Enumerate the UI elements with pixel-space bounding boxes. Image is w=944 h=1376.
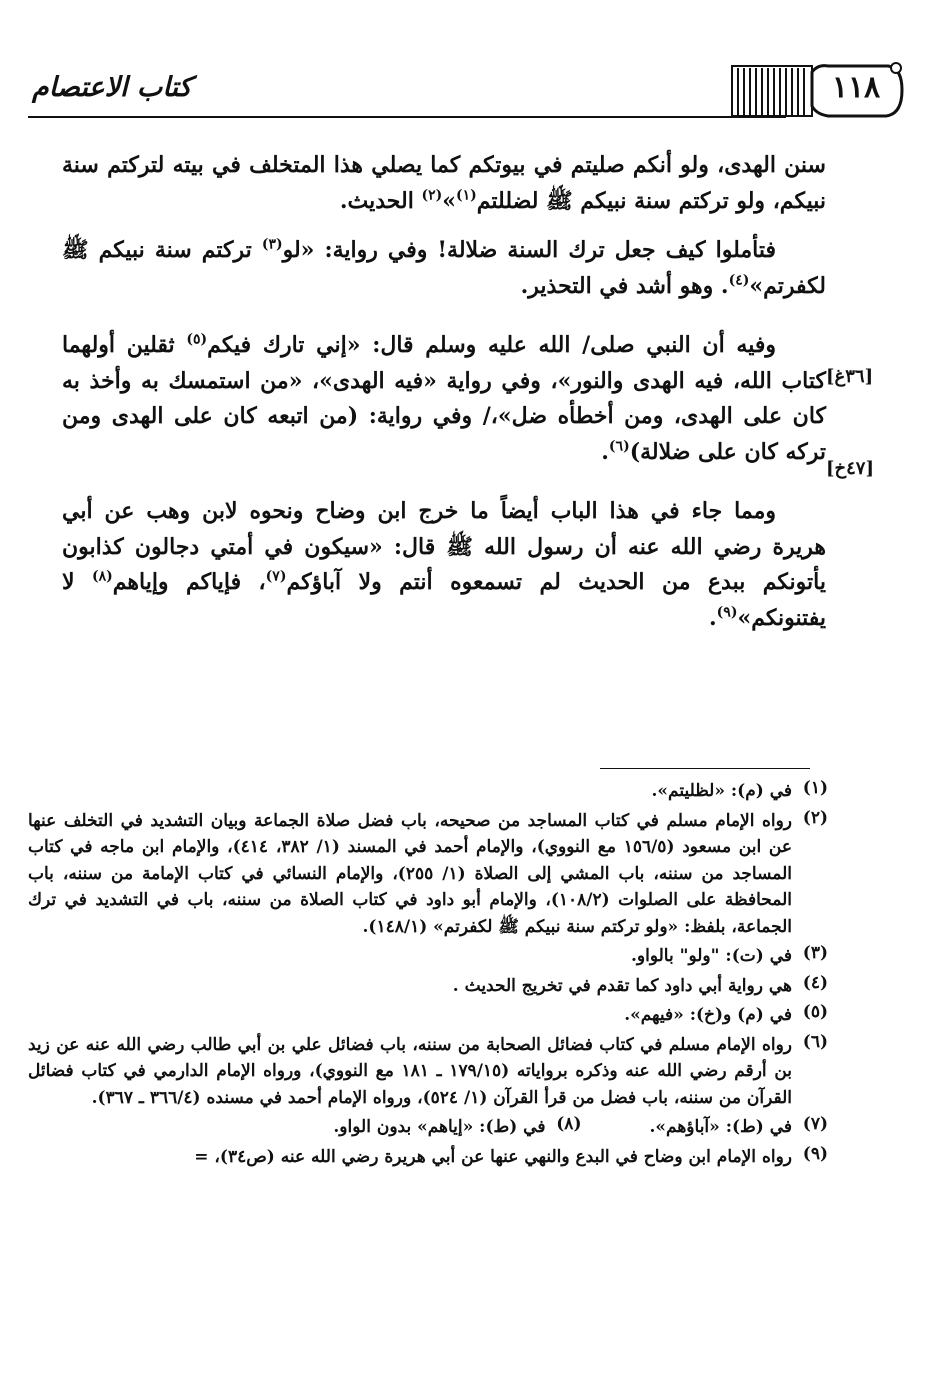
footnote-number: (١) bbox=[802, 778, 828, 798]
footnote-text: في (ت): "ولو" بالواو. bbox=[630, 946, 792, 966]
footnote-number: (٧) bbox=[802, 1114, 828, 1134]
footnote-item bbox=[333, 1114, 582, 1141]
footnote-text: هي رواية أبي داود كما تقدم في تخريج الحديث . bbox=[452, 975, 792, 996]
footnote-item bbox=[28, 808, 826, 941]
paragraph-2: فتأملوا كيف جعل ترك السنة ضلالة! وفي رواية: «لو$^{(٣)}$ تركتم سنة نبيكم ﷺ لكفرتم»$^{(٤)}$. وهو أشد في التحذير. bbox=[62, 236, 826, 299]
footnote-number: (٢) bbox=[802, 807, 828, 828]
footnote-item bbox=[28, 778, 826, 805]
footnotes bbox=[28, 778, 826, 1173]
footnote-text: في (م): «لظليتم». bbox=[651, 781, 792, 801]
footnote-number: (٥) bbox=[802, 1002, 828, 1022]
footnote-ref-5[interactable]: (٥) bbox=[186, 331, 208, 348]
main-text bbox=[62, 148, 826, 636]
footnote-text: في (م) و(خ): «فيهم». bbox=[624, 1005, 792, 1025]
footnote-number: (٤) bbox=[802, 972, 828, 993]
footnote-item bbox=[28, 1032, 826, 1112]
footnote-item bbox=[28, 1002, 826, 1029]
footnote-ref-8[interactable]: (٨) bbox=[91, 568, 113, 585]
footnote-text: رواه الإمام مسلم في كتاب فضائل الصحابة من سننه، باب فضائل علي بن أبي طالب رضي الله عنه عن زيد بن أرقم رضي الله عنه وذكره برواياته (١٧٩/١٥ ـ ١٨١ مع النووي)، ورواه الإمام الدارمي في كتاب فضائل القرآن من سننه، باب فضل من قرأ القرآن (١/ ٥٢٤)، ورواه الإمام أحمد في مسنده (٣٦٦/٤ ـ ٣٦٧). bbox=[28, 1034, 792, 1108]
footnote-item bbox=[28, 1144, 826, 1171]
footnote-ref-9[interactable]: (٩) bbox=[716, 604, 738, 621]
paragraph-4: ومما جاء في هذا الباب أيضاً ما خرج ابن وضاح ونحوه لابن وهب عن أبي هريرة رضي الله عنه أن رسول الله ﷺ قال: «سيكون في أمتي دجالون كذابون يأتونكم ببدع من الحديث لم تسمعوه أنتم ولا آباؤكم$^{(٧)}$، فإياكم وإياهم$^{(٨)}$ لا يفتنونكم»$^{(٩)}$. bbox=[62, 498, 826, 631]
footnote-item bbox=[28, 973, 826, 1000]
footnote-text: في (ط): «آباؤهم». bbox=[649, 1117, 792, 1137]
footnote-number: (٨) bbox=[556, 1114, 582, 1134]
page-header bbox=[28, 60, 906, 120]
footnote-text: رواه الإمام ابن وضاح في البدع والنهي عنها عن أبي هريرة رضي الله عنه (ص٣٤)، = bbox=[194, 1146, 792, 1167]
footnote-item bbox=[649, 1114, 826, 1141]
book-title: كتاب الاعتصام bbox=[32, 72, 192, 103]
footnote-text: في (ط): «إياهم» بدون الواو. bbox=[333, 1117, 546, 1137]
footnote-text: رواه الإمام مسلم في كتاب المساجد من صحيحه، باب فضل صلاة الجماعة وبيان التشديد في التخلف عنها عن ابن مسعود (١٥٦/٥ مع النووي)، والإمام أحمد في المسند (١/ ٣٨٢، ٤١٤)، والإمام ابن ماجه في كتاب المساجد من سننه، باب المشي إلى الصلاة (١/ ٢٥٥)، والإمام النسائي في كتاب الإمامة من سننه، باب المحافظة على الصلوات (١٠٨/٢)، والإمام أبو داود في كتاب الصلاة من سننه، باب في التشديد في ترك الجماعة، بلفظ: «ولو تركتم سنة نبيكم ﷺ لكفرتم» (١٤٨/١). bbox=[28, 810, 792, 937]
footnote-number: (٣) bbox=[802, 943, 828, 963]
footnote-ref-3[interactable]: (٣) bbox=[261, 236, 283, 253]
footnote-separator bbox=[600, 768, 810, 769]
footnote-number: (٦) bbox=[802, 1031, 828, 1052]
paragraph-1: سنن الهدى، ولو أنكم صليتم في بيوتكم كما يصلي هذا المتخلف في بيته لتركتم سنة نبيكم، ولو تركتم سنة نبيكم ﷺ لضللتم$^{(١)}$»$^{(٢)}$ الحديث. bbox=[62, 152, 826, 214]
margin-note-1: [٣٦غ] bbox=[826, 366, 874, 387]
footnote-ref-7[interactable]: (٧) bbox=[265, 568, 287, 585]
footnote-ref-2[interactable]: (٢) bbox=[421, 187, 443, 204]
margin-note-2: [٤٧خ] bbox=[826, 458, 875, 479]
header-rule bbox=[28, 116, 786, 118]
footnote-item bbox=[28, 943, 826, 970]
footnote-row bbox=[28, 1114, 826, 1144]
page-number-badge bbox=[728, 60, 906, 118]
footnote-ref-1[interactable]: (١) bbox=[456, 187, 477, 204]
footnote-number: (٩) bbox=[802, 1143, 828, 1164]
footnote-ref-4[interactable]: (٤) bbox=[728, 272, 750, 289]
paragraph-3: وفيه أن النبي صلى/ الله عليه وسلم قال: «إني تارك فيكم$^{(٥)}$ ثقلين أولهما كتاب الله، فيه الهدى والنور»، وفي رواية «فيه الهدى»، «من استمسك به وأخذ به كان على الهدى، ومن أخطأه ضل»،/ وفي رواية: (من اتبعه كان على الهدى ومن تركه كان على ضلالة)$^{(٦)}$. bbox=[62, 331, 826, 465]
footnote-ref-6[interactable]: (٦) bbox=[608, 438, 630, 455]
page-number: ١١٨ bbox=[831, 70, 881, 105]
